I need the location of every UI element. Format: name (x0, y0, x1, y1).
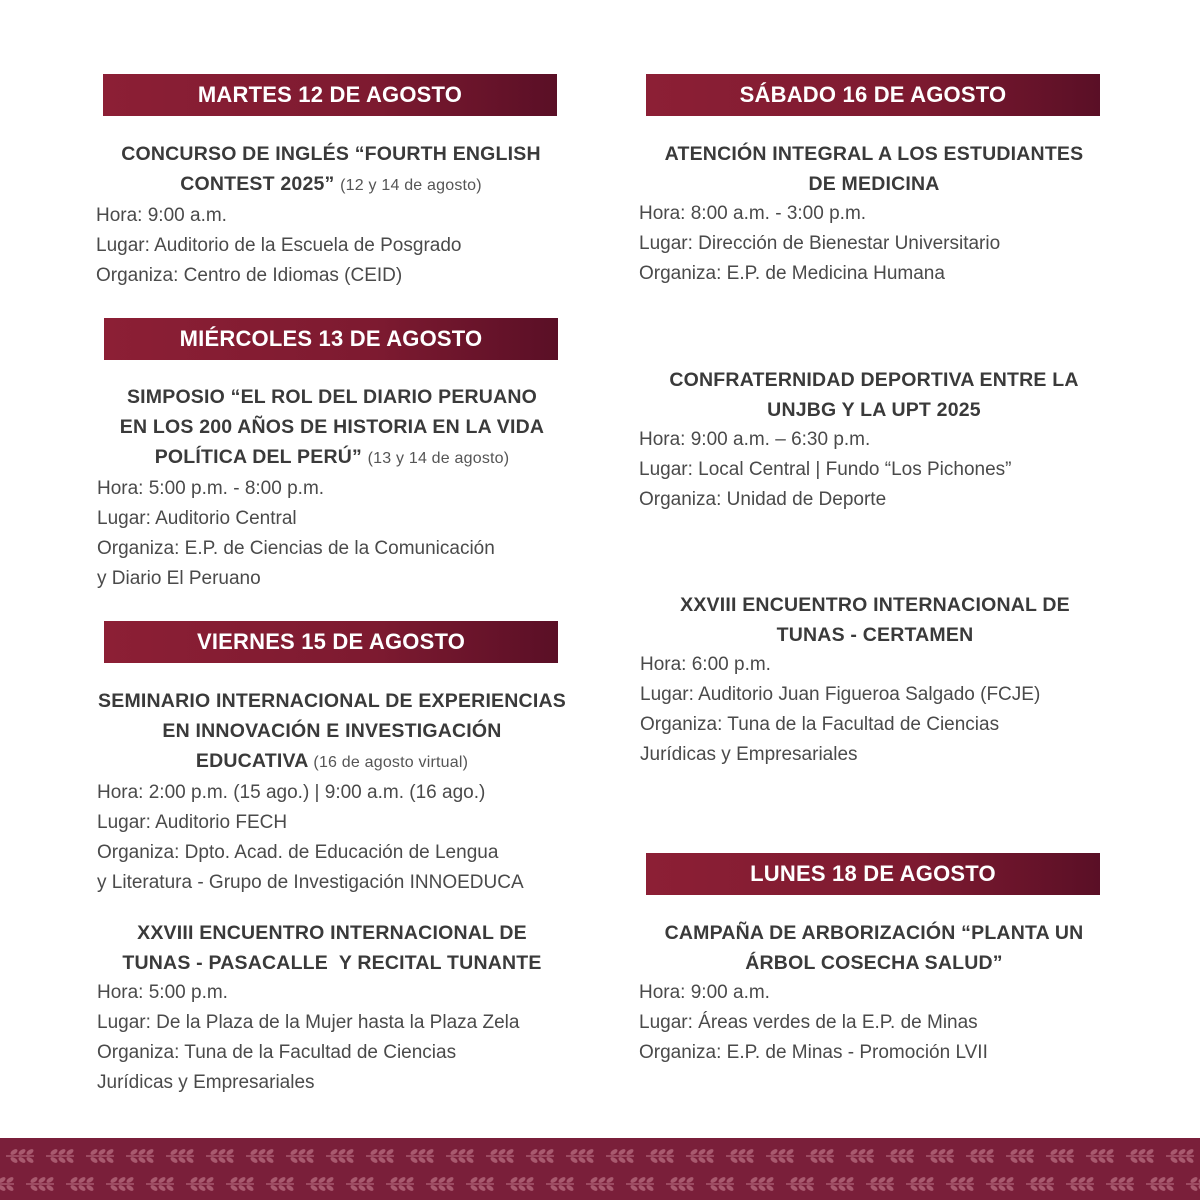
day-banner-miercoles-13 (104, 318, 558, 360)
event-date-note: (16 de agosto virtual) (313, 754, 469, 771)
event-hora: Hora: 6:00 p.m. (640, 654, 771, 675)
event-organiza: Organiza: E.P. de Minas - Promoción LVII (639, 1042, 988, 1063)
day-banner-label: VIERNES 15 DE AGOSTO (196, 629, 466, 654)
event-seminario (97, 686, 567, 898)
event-arborizacion (639, 918, 1109, 1068)
event-hora: Hora: 8:00 a.m. - 3:00 p.m. (639, 203, 867, 224)
event-title: ATENCIÓN INTEGRAL A LOS ESTUDIANTES DE MEDICINA (664, 143, 1084, 195)
event-organiza: Organiza: E.P. de Ciencias de la Comunicación (97, 538, 495, 559)
event-hora: Hora: 2:00 p.m. (15 ago.) | 9:00 a.m. (16 ago.) (97, 782, 486, 803)
day-banner-viernes-15 (104, 621, 558, 663)
footer-pattern-band (0, 1138, 1200, 1200)
event-organiza-cont: y Diario El Peruano (97, 568, 261, 589)
event-lugar: Lugar: Auditorio de la Escuela de Posgrado (96, 235, 462, 256)
event-hora: Hora: 5:00 p.m. - 8:00 p.m. (97, 478, 325, 499)
event-organiza-cont: Jurídicas y Empresariales (640, 744, 858, 765)
event-organiza: Organiza: Tuna de la Facultad de Ciencias (640, 714, 1000, 735)
event-tunas-pasacalle (97, 918, 567, 1098)
event-title: CONCURSO DE INGLÉS “FOURTH ENGLISH CONTEST 2025” (12 y 14 de agosto) (121, 143, 541, 195)
day-banner-martes-12 (103, 74, 557, 116)
event-lugar: Lugar: Auditorio Central (97, 508, 297, 529)
event-title: XXVIII ENCUENTRO INTERNACIONAL DE TUNAS - PASACALLE Y RECITAL TUNANTE (122, 922, 542, 974)
event-organiza: Organiza: Centro de Idiomas (CEID) (96, 265, 403, 286)
event-lugar: Lugar: Local Central | Fundo “Los Pichones” (639, 459, 1012, 480)
day-banner-label: MIÉRCOLES 13 DE AGOSTO (179, 326, 483, 351)
event-organiza: Organiza: Unidad de Deporte (639, 489, 887, 510)
event-organiza-cont: y Literatura - Grupo de Investigación INNOEDUCA (97, 872, 524, 893)
event-hora: Hora: 9:00 a.m. (639, 982, 770, 1003)
event-organiza-cont: Jurídicas y Empresariales (97, 1072, 315, 1093)
event-atencion-medicina (639, 139, 1109, 289)
event-simposio (97, 382, 567, 594)
event-date-note: (12 y 14 de agosto) (340, 177, 482, 194)
event-lugar: Lugar: Áreas verdes de la E.P. de Minas (639, 1012, 978, 1033)
event-lugar: Lugar: De la Plaza de la Mujer hasta la Plaza Zela (97, 1012, 520, 1033)
day-banner-label: MARTES 12 DE AGOSTO (197, 82, 463, 107)
event-date-note: (13 y 14 de agosto) (367, 450, 510, 467)
event-organiza: Organiza: Dpto. Acad. de Educación de Lengua (97, 842, 499, 863)
day-banner-label: SÁBADO 16 DE AGOSTO (739, 82, 1007, 107)
event-tunas-certamen (640, 590, 1110, 770)
event-hora: Hora: 5:00 p.m. (97, 982, 228, 1003)
leaf-vine-pattern-icon (0, 1138, 1200, 1200)
event-title: SEMINARIO INTERNACIONAL DE EXPERIENCIAS EN INNOVACIÓN E INVESTIGACIÓN EDUCATIVA (16 de agosto virtual) (98, 690, 566, 772)
event-lugar: Lugar: Auditorio FECH (97, 812, 288, 833)
event-lugar: Lugar: Dirección de Bienestar Universitario (639, 233, 1001, 254)
event-title: SIMPOSIO “EL ROL DEL DIARIO PERUANO EN LOS 200 AÑOS DE HISTORIA EN LA VIDA POLÍTICA DEL PERÚ” (13 y 14 de agosto) (119, 386, 545, 468)
event-concurso-ingles (96, 139, 566, 291)
event-title: XXVIII ENCUENTRO INTERNACIONAL DE TUNAS - CERTAMEN (680, 594, 1070, 646)
day-banner-lunes-18 (646, 853, 1100, 895)
event-lugar: Lugar: Auditorio Juan Figueroa Salgado (FCJE) (640, 684, 1041, 705)
event-hora: Hora: 9:00 a.m. – 6:30 p.m. (639, 429, 871, 450)
day-banner-sabado-16 (646, 74, 1100, 116)
event-organiza: Organiza: Tuna de la Facultad de Ciencias (97, 1042, 457, 1063)
event-title: CONFRATERNIDAD DEPORTIVA ENTRE LA UNJBG Y LA UPT 2025 (669, 369, 1079, 421)
day-banner-label: LUNES 18 DE AGOSTO (750, 861, 996, 886)
event-hora: Hora: 9:00 a.m. (96, 205, 227, 226)
event-title: CAMPAÑA DE ARBORIZACIÓN “PLANTA UN ÁRBOL COSECHA SALUD” (664, 922, 1084, 974)
event-organiza: Organiza: E.P. de Medicina Humana (639, 263, 945, 284)
event-confraternidad-deportiva (639, 365, 1109, 515)
